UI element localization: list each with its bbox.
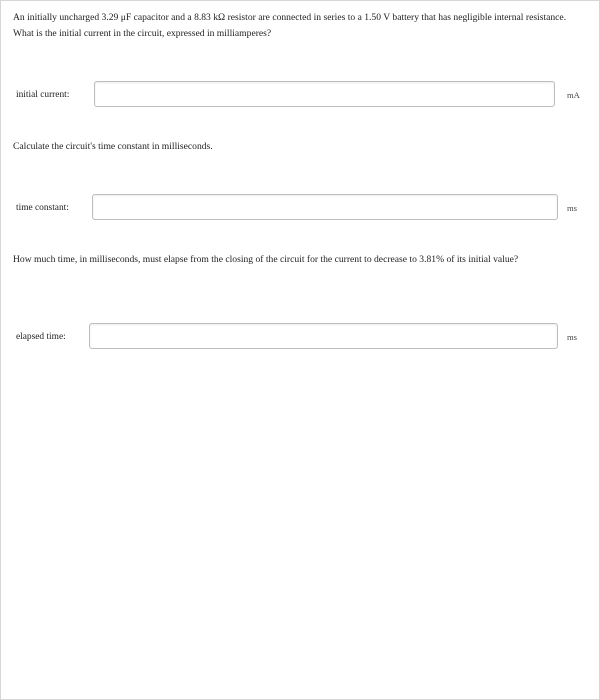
time-constant-row <box>1 194 600 222</box>
initial-current-row <box>1 81 600 109</box>
time-constant-input[interactable] <box>92 194 558 220</box>
initial-current-label: initial current: <box>16 90 70 100</box>
time-constant-label: time constant: <box>16 203 69 213</box>
time-constant-unit: ms <box>567 203 578 213</box>
elapsed-time-unit: ms <box>567 332 578 342</box>
question-time-constant-text: Calculate the circuit's time constant in milliseconds. <box>13 141 213 152</box>
initial-current-unit: mA <box>567 90 580 100</box>
elapsed-time-row <box>1 323 600 351</box>
initial-current-input[interactable] <box>94 81 555 107</box>
elapsed-time-input[interactable] <box>89 323 558 349</box>
question-elapsed-time-text: How much time, in milliseconds, must elapse from the closing of the circuit for the current to decrease to 3.81% of its initial value? <box>13 254 519 265</box>
elapsed-time-label: elapsed time: <box>16 332 66 342</box>
question-initial-current-text: An initially uncharged 3.29 μF capacitor and a 8.83 kΩ resistor are connected in series to a 1.50 V battery that has negligible internal resistance. What is the initial current in the circuit, expressed in milliamperes? <box>13 12 567 39</box>
